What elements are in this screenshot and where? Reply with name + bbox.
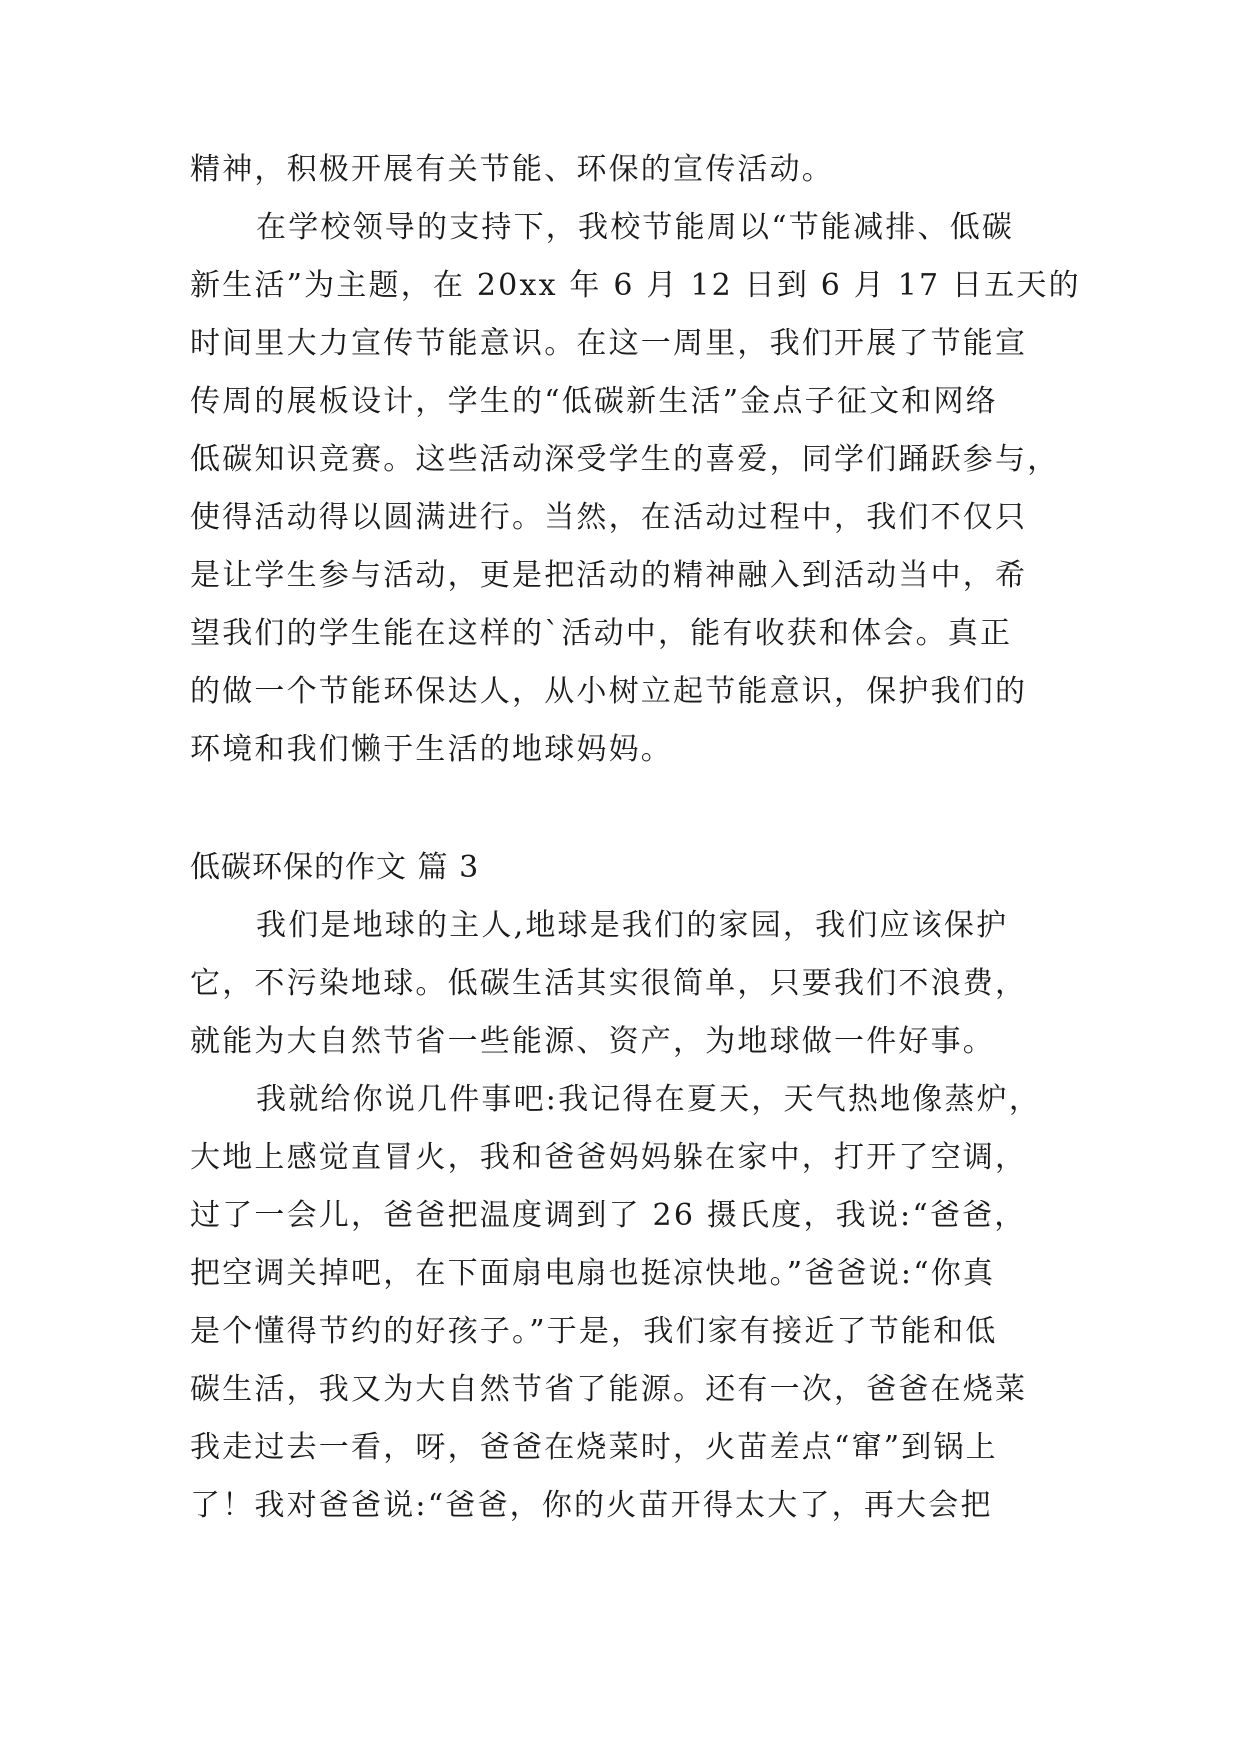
paragraph-line: 就能为大自然节省一些能源、资产，为地球做一件好事。 [190,1024,995,1059]
paragraph-line: 大地上感觉直冒火，我和爸爸妈妈躲在家中，打开了空调， [190,1140,1028,1175]
paragraph-line: 我走过去一看，呀，爸爸在烧菜时，火苗差点“窜”到锅上 [190,1430,998,1465]
paragraph-line: 的做一个节能环保达人，从小树立起节能意识，保护我们的 [190,674,1028,709]
paragraph-line: 我们是地球的主人,地球是我们的家园，我们应该保护 [256,908,1009,943]
paragraph-line: 时间里大力宣传节能意识。在这一周里，我们开展了节能宣 [190,326,1028,361]
paragraph-line: 是个懂得节约的好孩子。”于是，我们家有接近了节能和低 [190,1314,998,1349]
paragraph-line: 环境和我们懒于生活的地球妈妈。 [190,732,673,767]
paragraph-line: 传周的展板设计，学生的“低碳新生活”金点子征文和网络 [190,384,998,419]
section-heading: 低碳环保的作文 篇 3 [190,850,480,885]
paragraph-line: 碳生活，我又为大自然节省了能源。还有一次，爸爸在烧菜 [190,1372,1028,1407]
paragraph-line: 了！我对爸爸说:“爸爸，你的火苗开得太大了，再大会把 [190,1488,993,1523]
paragraph-line: 低碳知识竞赛。这些活动深受学生的喜爱，同学们踊跃参与， [190,442,1060,477]
paragraph-line: 望我们的学生能在这样的`活动中，能有收获和体会。真正 [190,616,1013,651]
paragraph-line: 我就给你说几件事吧:我记得在夏天，天气热地像蒸炉， [256,1082,1042,1117]
paragraph-line: 新生活”为主题，在 20xx 年 6 月 12 日到 6 月 17 日五天的 [190,268,1081,303]
paragraph-line: 是让学生参与活动，更是把活动的精神融入到活动当中，希 [190,558,1028,593]
paragraph-line: 过了一会儿，爸爸把温度调到了 26 摄氏度，我说:“爸爸， [190,1198,1027,1233]
paragraph-line: 在学校领导的支持下，我校节能周以“节能减排、低碳 [256,210,1015,245]
paragraph-line: 它，不污染地球。低碳生活其实很简单，只要我们不浪费， [190,966,1028,1001]
paragraph-line: 精神，积极开展有关节能、环保的宣传活动。 [190,152,834,187]
paragraph-line: 把空调关掉吧，在下面扇电扇也挺凉快地。”爸爸说:“你真 [190,1256,996,1291]
paragraph-line: 使得活动得以圆满进行。当然，在活动过程中，我们不仅只 [190,500,1028,535]
